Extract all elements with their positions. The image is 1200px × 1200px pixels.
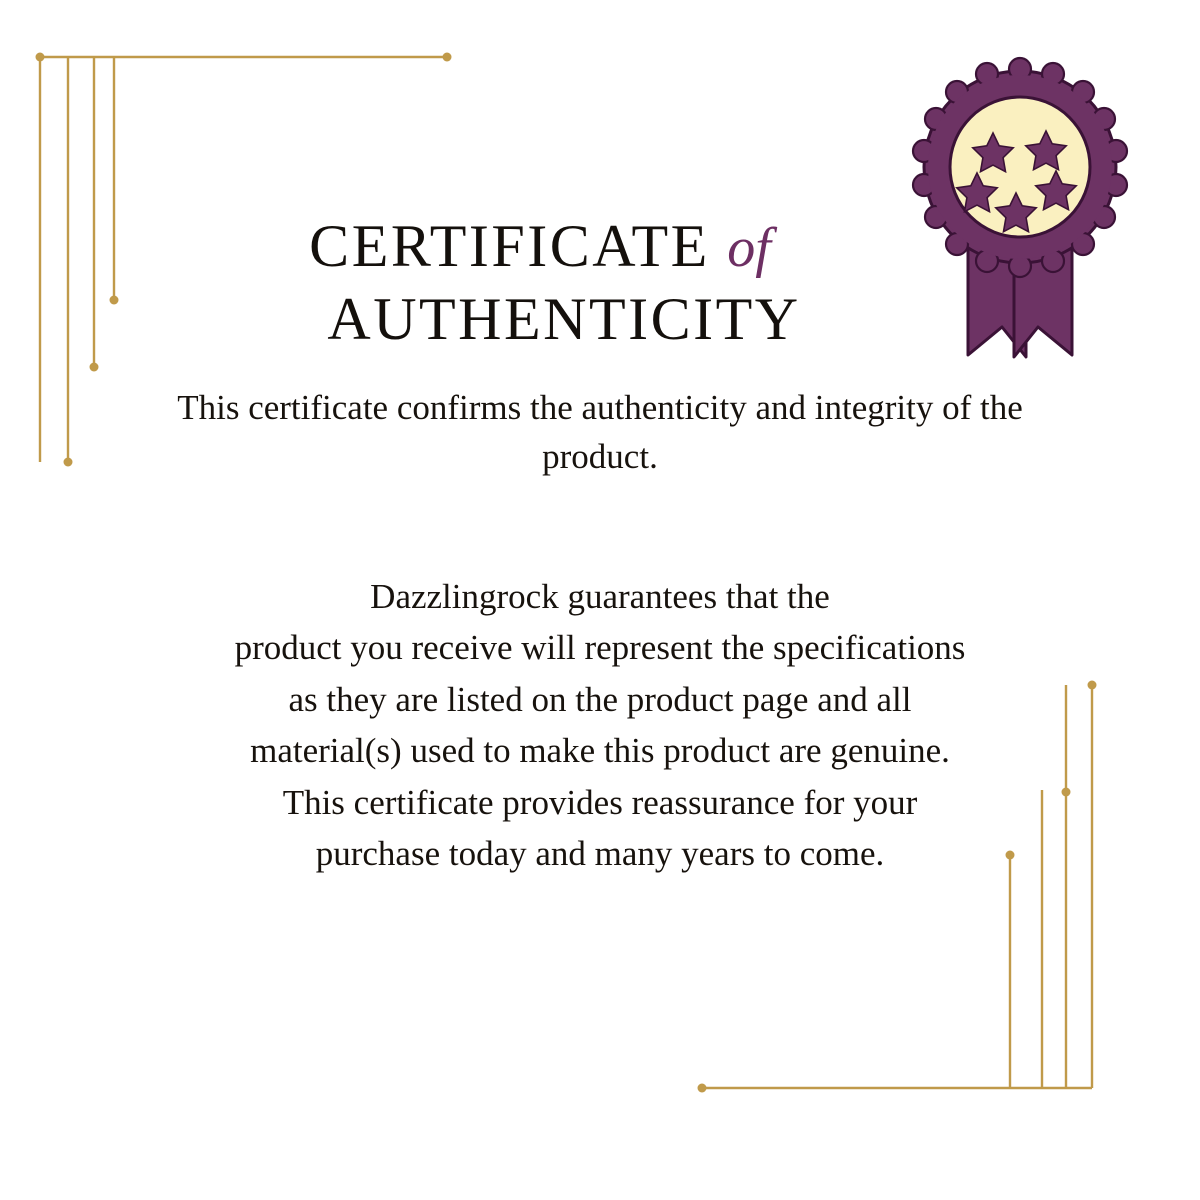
body-line: product you receive will represent the specifications — [234, 628, 966, 668]
title-main: CERTIFICATE — [309, 213, 710, 279]
body-line: material(s) used to make this product are genuine. — [250, 731, 950, 771]
body-line: This certificate provides reassurance for your — [282, 782, 918, 822]
page-title — [90, 210, 1110, 356]
body-line: Dazzlingrock guarantees that the — [370, 576, 830, 616]
certificate-body — [95, 571, 1105, 880]
title-second-line: AUTHENTICITY — [327, 286, 801, 353]
subtitle-line: This certificate confirms the authenticity and — [177, 388, 807, 428]
body-line: as they are listed on the product page and all — [288, 679, 912, 719]
subtitle-line: integrity of the product. — [542, 388, 1023, 476]
body-line: purchase today and many years to come. — [315, 834, 885, 874]
certificate-content — [0, 210, 1200, 880]
certificate-subtitle — [160, 384, 1040, 481]
title-of: of — [727, 217, 771, 279]
